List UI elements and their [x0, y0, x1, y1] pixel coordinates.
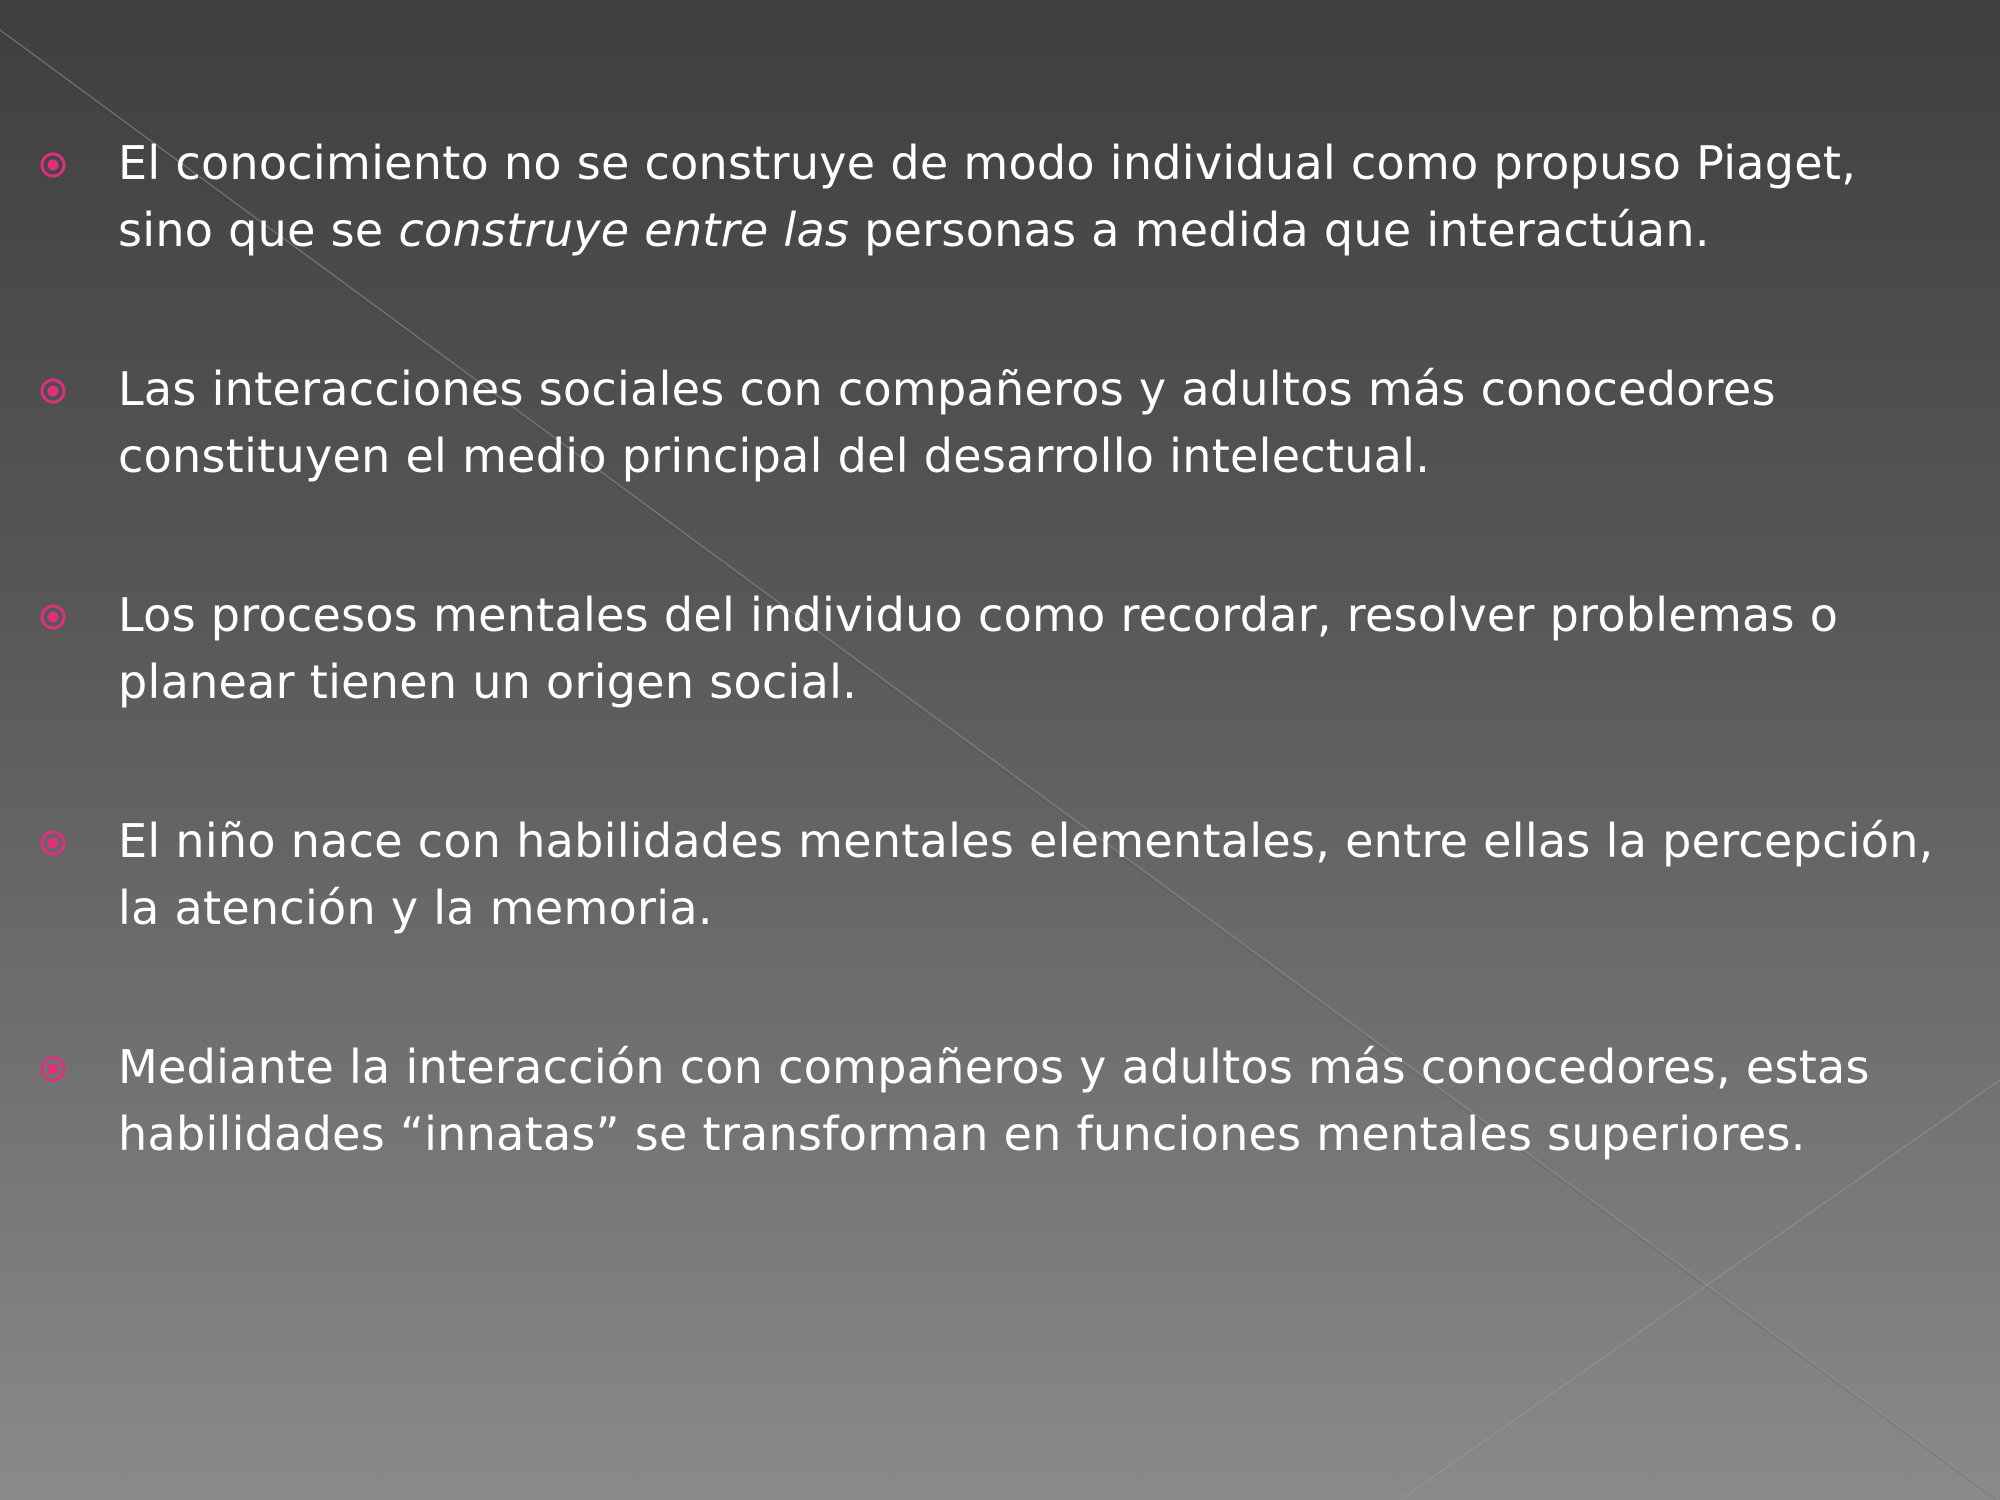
radio-target-icon [39, 829, 67, 857]
bullet-list [0, 130, 2000, 1260]
bullet-text: Los procesos mentales del individuo como recordar, resolver problemas o planear tienen un origen social. [118, 588, 1839, 709]
bullet-text: El conocimiento no se construye de modo individual como propuso Piaget, sino que se construye entre las personas a medida que interactúan. [118, 136, 1857, 257]
bullet-text: Las interacciones sociales con compañeros y adultos más conocedores constituyen el medio principal del desarrollo intelectual. [118, 362, 1776, 483]
radio-target-icon [39, 151, 67, 179]
radio-target-icon [39, 1055, 67, 1083]
bullet-text: El niño nace con habilidades mentales elementales, entre ellas la percepción, la atención y la memoria. [118, 814, 1934, 935]
bullet-item-1 [0, 130, 2000, 264]
radio-target-icon [39, 377, 67, 405]
radio-target-icon [39, 603, 67, 631]
bullet-item-3 [0, 582, 2000, 716]
bullet-item-4 [0, 808, 2000, 942]
emphasis-text: construye entre las [398, 203, 850, 257]
bullet-item-2 [0, 356, 2000, 490]
bullet-text: Mediante la interacción con compañeros y adultos más conocedores, estas habilidades “innatas” se transforman en funciones mentales superiores. [118, 1040, 1870, 1161]
bullet-item-5 [0, 1034, 2000, 1168]
